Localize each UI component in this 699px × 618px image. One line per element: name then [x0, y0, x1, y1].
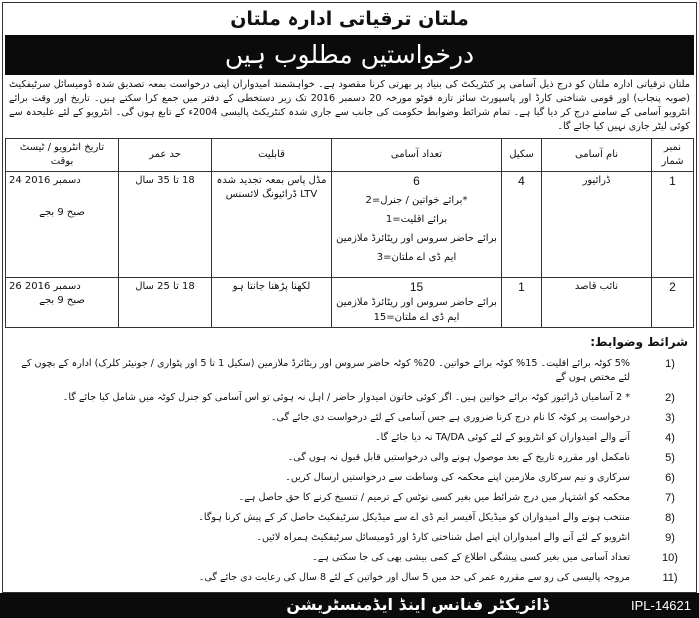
col-count: تعداد آسامی — [332, 139, 502, 172]
intro-paragraph: ملتان ترقیاتی ادارہ ملتان کو درج ذیل آسامی پر کنٹریکٹ کی بنیاد پر بھرتی کرنا مقصود ہے۔ خواہشمند امیدواران اپنی درخواست بمعہ تصدیق شدہ ڈومیسائل سرٹیفکیٹ (صوبہ پنجاب) اور قومی شناختی کارڈ اور پاسپورٹ سائز تازہ فوٹو مورخہ 20 دسمبر 2016 تک زیر دستخطی کے دفتر میں جمع کرا سکتے ہیں۔ تاریخ اور وقت برائے انٹرویو آسامی کے سامنے درج کر دیا گیا ہے۔ تمام شرائط وضوابط حکومت کی جانب سے جاری شدہ کنٹریکٹ پالیسی 2004ء کے تابع ہوں گی۔ انٹرویو کے لئے علیحدہ سے کوئی لیٹر جاری نہیں کیا جائے گا۔ — [9, 79, 690, 132]
age-limit: 18 تا 25 سال — [119, 278, 212, 328]
interview-time: صبح 9 بجے — [39, 295, 85, 306]
item-text: آنے والے امیدواران کو انٹرویو کے لئے کوئی TA/DA نہ دیا جائے گا۔ — [374, 432, 630, 443]
scale: 1 — [502, 278, 542, 328]
table-row — [6, 172, 694, 278]
count: 15 — [409, 280, 424, 294]
col-qualification: قابلیت — [212, 139, 332, 172]
list-item — [9, 508, 690, 528]
item-text: مروجہ پالیسی کی رو سے مقررہ عمر کی حد میں 5 سال اور خواتین کے لئے 8 سال کی رعایت دی جائے گی۔ — [198, 572, 630, 583]
quota-line: برائے اقلیت=1 — [385, 214, 448, 225]
item-text: سرکاری و نیم سرکاری ملازمین اپنے محکمہ کی وساطت سے درخواستیں ارسال کریں۔ — [285, 472, 630, 483]
list-item — [9, 488, 690, 508]
post: نائب قاصد — [542, 278, 652, 328]
list-item — [9, 548, 690, 568]
count-cell — [332, 278, 502, 328]
item-number: (3 — [665, 412, 675, 424]
interview-time: صبح 9 بجے — [39, 207, 85, 218]
serial: 2 — [652, 278, 694, 328]
item-number: (2 — [665, 392, 675, 404]
conditions-heading: شرائط وضوابط: — [590, 335, 688, 349]
table-row — [6, 278, 694, 328]
qualification: مڈل پاس بمعہ تجدید شدہ LTV ڈرائیونگ لائسنس — [212, 172, 332, 278]
list-item — [9, 388, 690, 408]
item-number: (4 — [665, 432, 675, 444]
item-text: * 2 آسامیاں ڈرائیور کوٹہ برائے خواتین ہیں۔ اگر کوئی خاتون امیدوار حاضر / اہل نہ ہوئی تو اس آسامی کو جنرل کوٹہ میں شامل کیا جائے گا۔ — [62, 392, 630, 403]
col-post: نام آسامی — [542, 139, 652, 172]
quota-line: برائے حاضر سروس اور ریٹائرڈ ملازمین — [336, 297, 497, 308]
item-number: (8 — [665, 512, 675, 524]
list-item — [9, 428, 690, 448]
quota-line: ایم ڈی اے ملتان=3 — [376, 252, 457, 263]
vacancy-table — [5, 138, 694, 328]
quota-line: برائے حاضر سروس اور ریٹائرڈ ملازمین — [336, 233, 497, 244]
list-item — [9, 468, 690, 488]
list-item — [9, 408, 690, 428]
item-text: درخواست پر کوٹہ کا نام درج کرنا ضروری ہے جس آسامی کے لئے درخواست دی جائے گی۔ — [270, 412, 630, 423]
item-number: (1 — [665, 358, 675, 370]
item-text: نامکمل اور مقررہ تاریخ کے بعد موصول ہونے والی درخواستیں قابل قبول نہ ہوں گی۔ — [287, 452, 630, 463]
quota-line: ایم ڈی اے ملتان=15 — [373, 312, 460, 323]
age-limit: 18 تا 35 سال — [119, 172, 212, 278]
count-cell — [332, 172, 502, 278]
item-number: (7 — [665, 492, 675, 504]
col-serial: نمبر شمار — [652, 139, 694, 172]
interview-date: 26 دسمبر 2016 — [9, 281, 81, 292]
item-number: (6 — [665, 472, 675, 484]
conditions-list — [5, 354, 694, 588]
list-item — [9, 528, 690, 548]
item-text: محکمہ کو اشتہار میں درج شرائط میں بغیر کسی نوٹس کے ترمیم / تنسیخ کرنے کا حق حاصل ہے۔ — [238, 492, 630, 503]
count: 6 — [413, 174, 420, 188]
item-number: (9 — [665, 532, 675, 544]
serial: 1 — [652, 172, 694, 278]
item-text: انٹرویو کے لئے آنے والے امیدواران اپنے اصل شناختی کارڈ اور ڈومیسائل سرٹیفکیٹ ہمراہ لائیں۔ — [256, 532, 630, 543]
ad-border — [2, 2, 697, 593]
quota-line: *برائے خواتین / جنرل=2 — [365, 195, 468, 206]
list-item — [9, 568, 690, 588]
interview-cell — [6, 278, 119, 328]
ad-code: IPL-14621 — [631, 598, 691, 613]
scale: 4 — [502, 172, 542, 278]
qualification: لکھنا پڑھنا جانتا ہو — [212, 278, 332, 328]
item-text: منتخب ہونے والے امیدواران کو میڈیکل آفیسر ایم ڈی اے سے میڈیکل سرٹیفکیٹ حاصل کر کے پیش کرنا ہوگا۔ — [198, 512, 630, 523]
item-text: 5% کوٹہ برائے اقلیت۔ 15% کوٹہ برائے خواتین۔ 20% کوٹہ حاضر سروس اور ریٹائرڈ ملازمین (سکیل 1 تا 5 اور پٹواری / جونیئر کلرک) ادارہ کے بچوں کے لئے مختص ہوں گے — [21, 358, 630, 383]
item-text: تعداد آسامی میں بغیر کسی پیشگی اطلاع کے کمی بیشی بھی کی جا سکتی ہے۔ — [312, 552, 630, 563]
footer-bar — [0, 593, 699, 618]
list-item — [9, 448, 690, 468]
interview-date: 24 دسمبر 2016 — [9, 175, 81, 186]
interview-cell — [6, 172, 119, 278]
list-item — [9, 354, 690, 388]
col-scale: سکیل — [502, 139, 542, 172]
item-number: (5 — [665, 452, 675, 464]
col-age: حد عمر — [119, 139, 212, 172]
table-header-row — [6, 139, 694, 172]
issuing-authority: ڈائریکٹر فنانس اینڈ ایڈمنسٹریشن — [286, 595, 549, 614]
post: ڈرائیور — [542, 172, 652, 278]
item-number: (10 — [662, 552, 678, 564]
headline-banner: درخواستیں مطلوب ہیں — [5, 35, 694, 75]
col-interview-date: تاریخ انٹرویو / ٹیسٹ بوقت — [6, 139, 119, 172]
item-number: (11 — [662, 572, 678, 584]
organization-title: ملتان ترقیاتی ادارہ ملتان — [230, 8, 469, 30]
